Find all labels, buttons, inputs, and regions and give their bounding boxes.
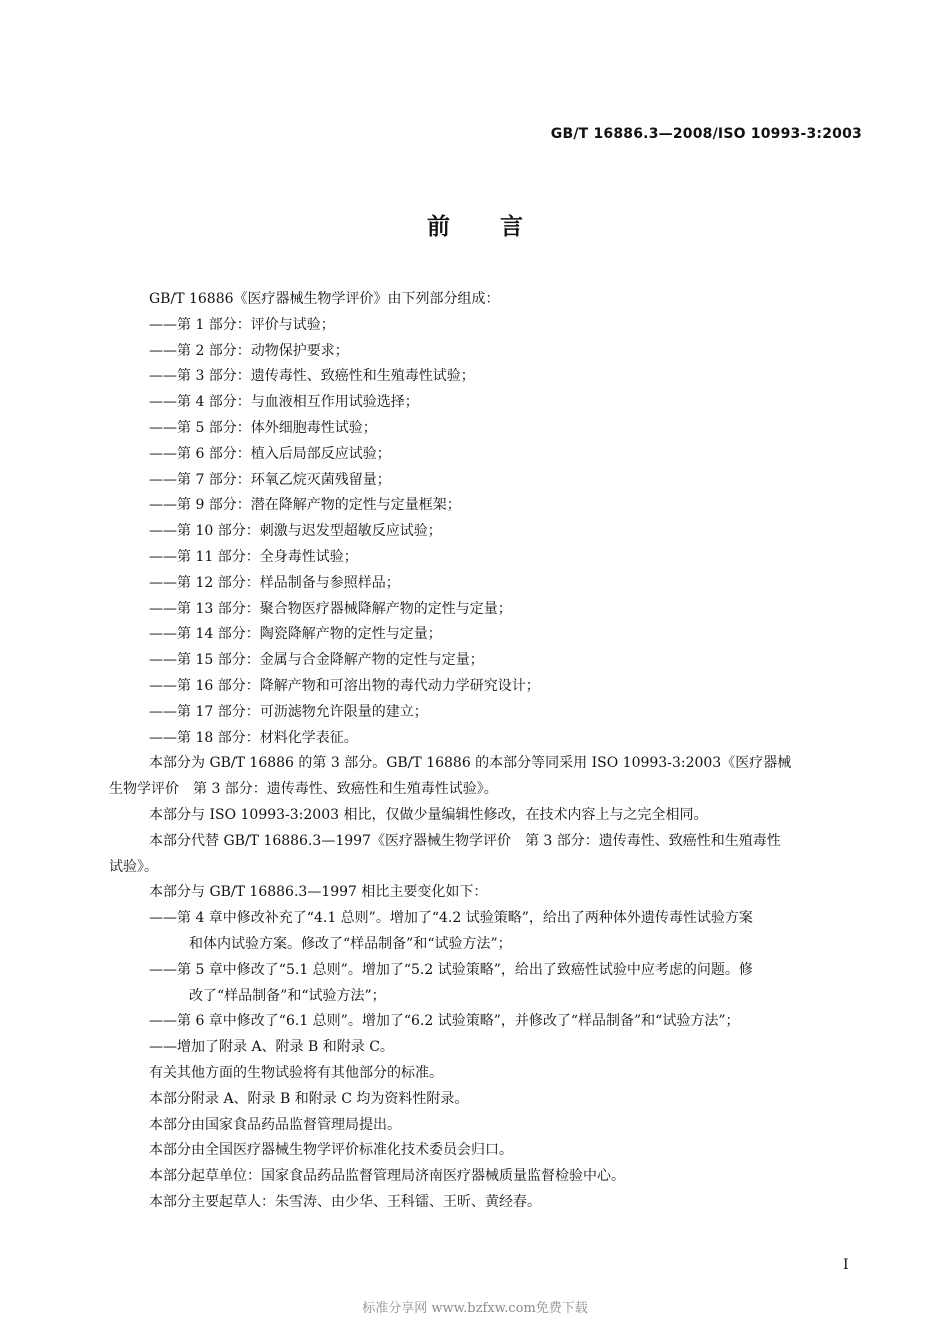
paragraph-line: 本部分主要起草人：朱雪涛、由少华、王科镭、王昕、黄经春。: [149, 1193, 541, 1210]
foreword-body: [109, 287, 869, 1216]
paragraph-line: 有关其他方面的生物试验将有其他部分的标准。: [149, 1064, 443, 1081]
list-item: ——第 11 部分：全身毒性试验；: [149, 548, 358, 565]
list-item: ——第 5 章中修改了“5.1 总则”。增加了“5.2 试验策略”，给出了致癌性试验中应考虑的问题。修: [149, 961, 753, 978]
list-item: ——第 5 部分：体外细胞毒性试验；: [149, 419, 377, 436]
list-item: ——第 4 部分：与血液相互作用试验选择；: [149, 394, 419, 411]
list-item: ——第 18 部分：材料化学表征。: [149, 729, 358, 746]
list-item: ——第 14 部分：陶瓷降解产物的定性与定量；: [149, 626, 442, 643]
list-item: ——第 15 部分：金属与合金降解产物的定性与定量；: [149, 652, 484, 669]
paragraph-line: GB/T 16886《医疗器械生物学评价》由下列部分组成：: [149, 291, 500, 307]
list-item: ——第 2 部分：动物保护要求；: [149, 342, 349, 359]
list-item: ——增加了附录 A、附录 B 和附录 C。: [149, 1039, 394, 1056]
standard-number: GB/T 16886.3—2008/ISO 10993-3:2003: [550, 126, 862, 142]
list-item: ——第 16 部分：降解产物和可溶出物的毒代动力学研究设计；: [149, 677, 540, 694]
paragraph-line: 本部分为 GB/T 16886 的第 3 部分。GB/T 16886 的本部分等同采用 ISO 10993-3:2003《医疗器械: [149, 755, 792, 772]
list-item: ——第 9 部分：潜在降解产物的定性与定量框架；: [149, 497, 461, 514]
page-number: I: [843, 1257, 849, 1273]
list-item: ——第 6 部分：植入后局部反应试验；: [149, 445, 391, 462]
paragraph-line: 生物学评价 第 3 部分：遗传毒性、致癌性和生殖毒性试验》。: [109, 781, 498, 798]
list-item: ——第 7 部分：环氧乙烷灭菌残留量；: [149, 471, 391, 488]
list-item: 和体内试验方案。修改了“样品制备”和“试验方法”；: [189, 935, 512, 952]
list-item: ——第 4 章中修改补充了“4.1 总则”。增加了“4.2 试验策略”，给出了两种体外遗传毒性试验方案: [149, 910, 753, 927]
paragraph-line: 本部分附录 A、附录 B 和附录 C 均为资料性附录。: [149, 1090, 469, 1107]
list-item: ——第 6 章中修改了“6.1 总则”。增加了“6.2 试验策略”，并修改了“样品制备”和“试验方法”；: [149, 1013, 740, 1030]
paragraph-line: 试验》。: [109, 858, 158, 875]
watermark: 标准分享网 www.bzfxw.com免费下载: [362, 1301, 588, 1316]
list-item: 改了“样品制备”和“试验方法”；: [189, 987, 386, 1004]
list-item: ——第 1 部分：评价与试验；: [149, 316, 335, 333]
list-item: ——第 17 部分：可沥滤物允许限量的建立；: [149, 703, 428, 720]
page-title: 前言: [427, 214, 573, 240]
paragraph-line: 本部分与 GB/T 16886.3—1997 相比主要变化如下：: [149, 884, 488, 901]
list-item: ——第 12 部分：样品制备与参照样品；: [149, 574, 400, 591]
paragraph-line: 本部分代替 GB/T 16886.3—1997《医疗器械生物学评价 第 3 部分：遗传毒性、致癌性和生殖毒性: [149, 832, 781, 849]
list-item: ——第 13 部分：聚合物医疗器械降解产物的定性与定量；: [149, 600, 512, 617]
list-item: ——第 10 部分：刺激与迟发型超敏反应试验；: [149, 523, 442, 540]
paragraph-line: 本部分由全国医疗器械生物学评价标准化技术委员会归口。: [149, 1142, 513, 1159]
paragraph-line: 本部分起草单位：国家食品药品监督管理局济南医疗器械质量监督检验中心。: [149, 1168, 625, 1185]
paragraph-line: 本部分与 ISO 10993-3:2003 相比，仅做少量编辑性修改，在技术内容上与之完全相同。: [149, 806, 708, 823]
paragraph-line: 本部分由国家食品药品监督管理局提出。: [149, 1116, 401, 1133]
list-item: ——第 3 部分：遗传毒性、致癌性和生殖毒性试验；: [149, 368, 475, 385]
